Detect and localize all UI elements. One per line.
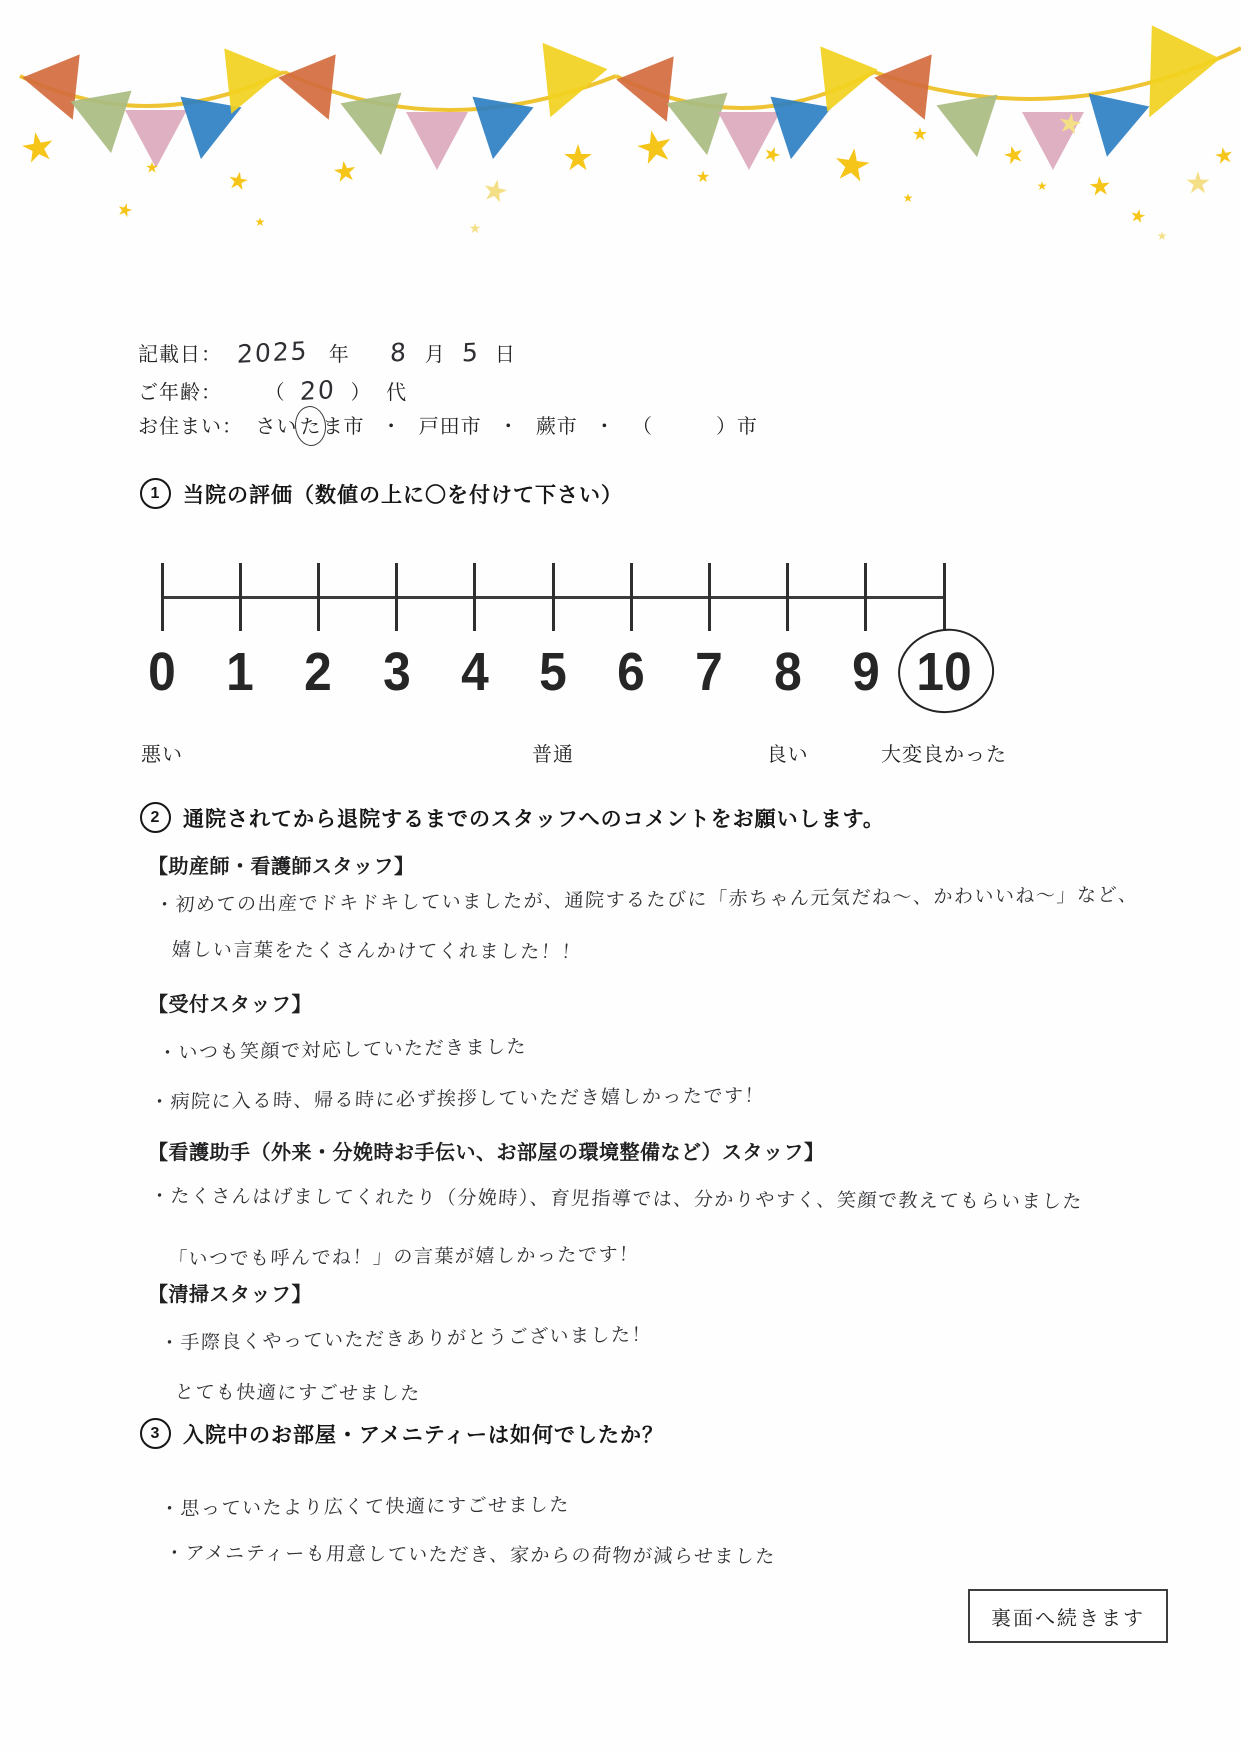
date-year-value: 2025 (236, 336, 309, 369)
residence-city1-post: ま市 (322, 416, 365, 438)
scale-value-label: 8 (773, 642, 802, 702)
scale-value-label: 0 (148, 642, 176, 702)
handwritten-comment: とても快適にすごせました (174, 1381, 422, 1405)
star-icon: ★ (1212, 141, 1236, 170)
bunting-banner (0, 0, 1241, 270)
scale-anchor-label: 悪い (141, 744, 183, 766)
year-unit: 年 (328, 344, 350, 366)
handwritten-comment: ・病院に入る時、帰る時に必ず挨拶していただき嬉しかったです！ (149, 1084, 766, 1114)
scale-value-label: 3 (382, 642, 411, 702)
handwritten-comment: 嬉しい言葉をたくさんかけてくれました！！ (171, 938, 583, 964)
star-icon: ★ (1156, 229, 1168, 243)
residence-field (138, 410, 758, 439)
scale-value-label: 10 (916, 642, 972, 702)
scale-value-label: 4 (460, 642, 489, 702)
scale-tick-line (317, 563, 320, 631)
star-icon: ★ (829, 138, 876, 193)
scale-value-label: 5 (539, 642, 567, 702)
question3-heading (140, 1418, 664, 1449)
day-unit: 日 (494, 344, 516, 366)
scale-tick-line (395, 563, 398, 631)
residence-other-close: ）市 (715, 416, 758, 438)
handwritten-comment: ・初めての出産でドキドキしていましたが、通院するたびに「赤ちゃん元気だね〜、かわいいね〜」など、 (154, 883, 1139, 917)
section-heading-nursing-assistant: 【看護助手（外来・分娩時お手伝い、お部屋の環境整備など）スタッフ】 (148, 1142, 825, 1164)
question3-text: 入院中のお部屋・アメニティーは如何でしたか？ (183, 1423, 665, 1447)
bunting-flag (462, 97, 533, 165)
question2-text: 通院されてから退院するまでのスタッフへのコメントをお願いします。 (183, 807, 885, 831)
star-icon: ★ (478, 172, 512, 211)
scale-tick-line (161, 563, 164, 631)
question1-heading (140, 478, 623, 509)
scale-anchor-label: 普通 (532, 744, 574, 766)
residence-city2: 戸田市 (418, 416, 482, 438)
scale-tick-line (864, 563, 867, 631)
scale-value-label: 9 (851, 642, 880, 702)
bunting-flag (936, 95, 1007, 163)
scale-tick-line (630, 563, 633, 631)
scale-tick-line (473, 563, 476, 631)
star-icon: ★ (16, 123, 60, 173)
question2-heading (140, 802, 885, 833)
rating-scale (148, 563, 972, 713)
age-field (138, 376, 407, 405)
section-heading-reception: 【受付スタッフ】 (148, 994, 312, 1016)
handwritten-comment: 「いつでも呼んでね！」の言葉が嬉しかったです！ (167, 1243, 640, 1271)
star-icon: ★ (1128, 204, 1148, 228)
star-icon: ★ (468, 220, 482, 236)
star-icon: ★ (114, 198, 136, 222)
star-icon: ★ (145, 159, 159, 177)
scale-tick-line (708, 563, 711, 631)
residence-label: お住まい： (138, 416, 243, 438)
residence-other-blank (653, 416, 716, 438)
scale-value-label: 2 (304, 642, 333, 702)
star-icon: ★ (630, 119, 680, 176)
star-icon: ★ (695, 169, 711, 186)
star-icon: ★ (330, 154, 360, 189)
question1-number-icon: 1 (140, 478, 171, 509)
age-paren-close: ） (350, 382, 372, 404)
date-field (138, 338, 516, 367)
section-heading-midwife-nurse: 【助産師・看護師スタッフ】 (148, 856, 415, 878)
age-unit: 代 (386, 382, 408, 404)
question1-text: 当院の評価（数値の上に〇を付けて下さい） (183, 483, 623, 507)
question2-number-icon: 2 (140, 802, 171, 833)
star-icon: ★ (911, 124, 929, 144)
bunting-flag (340, 93, 411, 161)
scale-tick-line (239, 563, 242, 631)
star-icon: ★ (1036, 179, 1048, 193)
star-icon: ★ (561, 137, 595, 178)
separator-dot: ・ (381, 416, 403, 438)
scale-anchor-label: 良い (766, 744, 809, 766)
star-icon: ★ (759, 141, 785, 169)
star-icon: ★ (1184, 167, 1212, 200)
scale-value-label: 6 (617, 642, 646, 702)
rating-scale-anchors (141, 738, 1007, 768)
star-icon: ★ (999, 139, 1028, 172)
handwritten-comment: ・いつも笑顔で対応していただきました (157, 1035, 528, 1065)
selected-rating-circle-mark (893, 623, 999, 718)
continue-note-box (968, 1589, 1168, 1643)
residence-circle-mark: た (293, 405, 327, 448)
separator-dot: ・ (594, 416, 616, 438)
scale-anchor-label: 大変良かった (881, 744, 1007, 766)
date-month-value: 8 (389, 337, 409, 368)
scale-tick-line (786, 563, 789, 631)
handwritten-comment: ・手際良くやっていただきありがとうございました！ (159, 1323, 653, 1355)
star-icon: ★ (902, 191, 914, 205)
age-label: ご年齢： (138, 382, 222, 404)
handwritten-comment: ・思っていたより広くて快適にすごせました (159, 1493, 571, 1521)
star-icon: ★ (225, 166, 252, 197)
question3-number-icon: 3 (140, 1418, 171, 1449)
scale-tick-line (943, 563, 946, 631)
residence-city1-pre: さい (255, 416, 298, 438)
star-icon: ★ (254, 215, 266, 229)
section-heading-cleaning: 【清掃スタッフ】 (148, 1284, 312, 1306)
handwritten-comment: ・たくさんはげましてくれたり（分娩時）、育児指導では、分かりやすく、笑顔で教えてもらいました (149, 1185, 1084, 1213)
age-value: 20 (299, 375, 337, 406)
month-unit: 月 (424, 344, 446, 366)
handwritten-comment: ・アメニティーも用意していただき、家からの荷物が減らせました (164, 1542, 777, 1568)
residence-city3: 蕨市 (535, 416, 578, 438)
scale-tick-line (552, 563, 555, 631)
scale-value-label: 7 (695, 642, 724, 702)
scale-value-label: 1 (226, 642, 255, 702)
bunting-flag (406, 112, 468, 170)
date-day-value: 5 (461, 337, 481, 368)
star-icon: ★ (1087, 170, 1113, 202)
date-label: 記載日： (138, 344, 222, 366)
age-paren-open: （ (264, 382, 286, 404)
continue-note-text: 裏面へ続きます (991, 1607, 1145, 1630)
star-icon: ★ (1055, 106, 1086, 141)
residence-other-open: （ (631, 416, 653, 438)
separator-dot: ・ (498, 416, 520, 438)
